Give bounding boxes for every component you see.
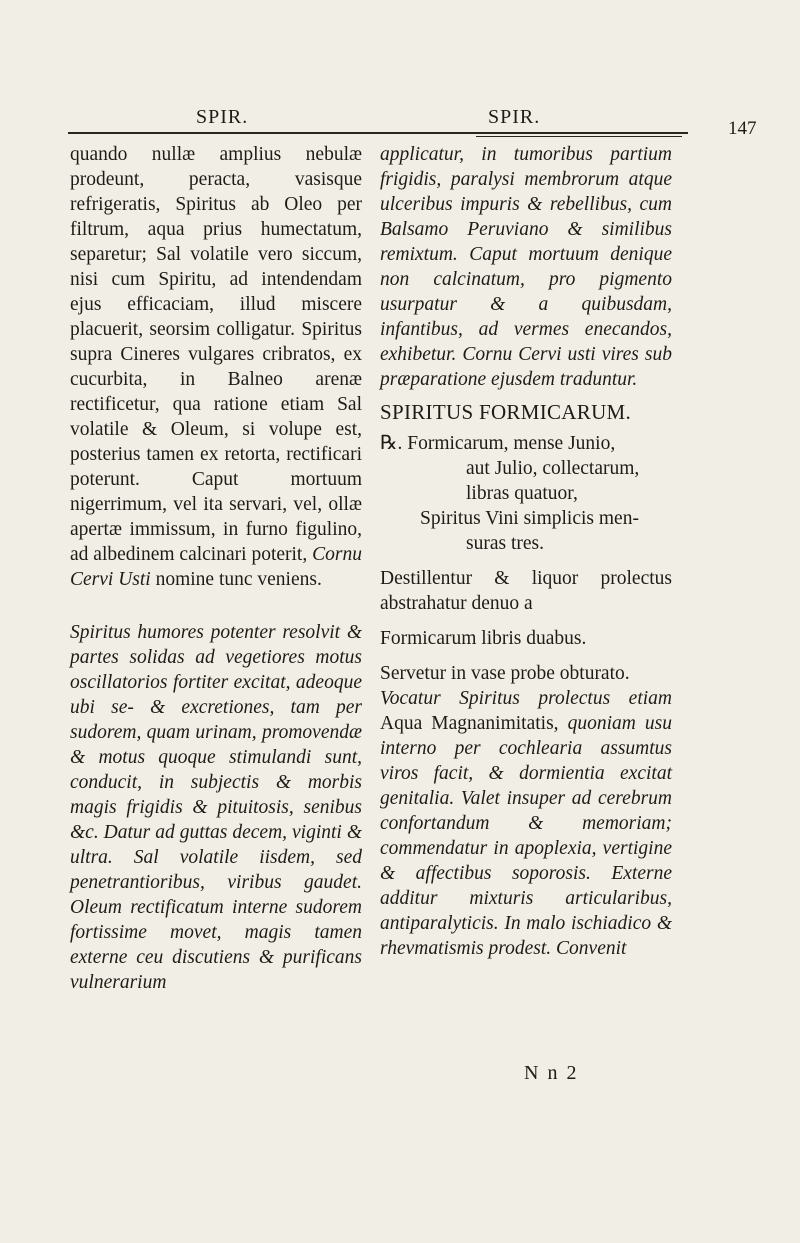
left-paragraph-1 <box>70 142 362 592</box>
recipe-line-4: Spiritus Vini simplicis men- <box>420 508 639 529</box>
left-paragraph-1-end: nomine tunc veniens. <box>155 569 322 590</box>
right-paragraph-vocatur <box>380 686 672 961</box>
right-column <box>380 142 672 961</box>
recipe-line-1 <box>380 431 672 456</box>
instruction-1: Destillentur & liquor prolectus abstrahatur denuo a <box>380 568 672 614</box>
left-paragraph-2: Spiritus humores potenter resolvit & partes solidas ad vegetiores motus oscillatorios fortiter excitat, adeoque ubi se- & excretiones, tam per sudorem, quam urinam, promovendæ & motus quoque stimulandi sunt, conducit, in subjectis & morbis magis frigidis & pituitosis, senibus &c. Datur ad guttas decem, viginti & ultra. Sal volatile iisdem, sed penetrantioribus, viribus gaudet. Oleum rectificatum interne sudorem fortissime movet, magis tamen externe ceu discutiens & purificans vulnerarium <box>70 622 362 993</box>
signature-mark: N n 2 <box>524 1062 579 1084</box>
header-rule <box>68 132 688 134</box>
recipe-block <box>380 431 672 556</box>
vocatur-text-b: Aqua Magnanimitatis, <box>380 713 559 734</box>
recipe-symbol: ℞. <box>380 433 403 454</box>
recipe-line-1-text: Formicarum, mense Junio, <box>407 433 616 454</box>
page-number: 147 <box>728 118 757 139</box>
instruction-2: Formicarum libris duabus. <box>380 628 587 649</box>
right-paragraph-1: applicatur, in tumoribus partium frigidis, paralysi membrorum atque ulceribus impuris & rebellibus, cum Balsamo Peruviano & similibus remixtum. Caput mortuum denique non calcinatum, pro pigmento usurpatur & a quibusdam, infantibus, ad vermes enecandos, exhibetur. Cornu Cervi usti vires sub præparatione ejusdem traduntur. <box>380 144 672 390</box>
running-head-left: SPIR. <box>196 106 249 128</box>
recipe-line-3: libras quatuor, <box>466 483 578 504</box>
vocatur-text-c: quoniam usu interno per cochlearia assumtus viros facit, & dormientia excitat genitalia. Valet insuper ad cerebrum confortandum & memoriam; commendatur in apoplexia, vertigine & affectibus soporosis. Externe additur mixturis articularibus, antiparalyticis. In malo ischiadico & rhevmatismis prodest. Convenit <box>380 713 672 959</box>
recipe-line-5: suras tres. <box>466 533 544 554</box>
left-column <box>70 142 362 995</box>
recipe-line-2: aut Julio, collectarum, <box>466 458 640 479</box>
left-paragraph-1-italic: Cornu Cervi Usti <box>70 544 362 590</box>
spacer <box>380 651 672 661</box>
instruction-3: Servetur in vase probe obturato. <box>380 663 630 684</box>
spacer <box>380 616 672 626</box>
section-heading: SPIRITUS FORMICARUM. <box>380 400 632 424</box>
header-rule-secondary <box>476 136 682 137</box>
running-head-right: SPIR. <box>488 106 541 128</box>
vocatur-text-a: Vocatur Spiritus prolectus etiam <box>380 688 672 709</box>
spacer <box>380 556 672 566</box>
left-paragraph-1-text: quando nullæ amplius nebulæ prodeunt, peracta, vasisque refrigeratis, Spiritus ab Oleo per filtrum, aqua prius humectatum, separetur; Sal volatile vero siccum, nisi cum Spiritu, ad intendendam ejus efficaciam, illud miscere placuerit, seorsim colligatur. Spiritus supra Cineres vulgares cribratos, ex cucurbita, in Balneo arenæ rectificetur, qua ratione etiam Sal volatile & Oleum, si volupe est, posterius tamen ex retorta, rectificari poterunt. Caput mortuum nigerrimum, vel ita servari, vel, ollæ apertæ immissum, in furno figulino, ad albedinem calcinari poterit, <box>70 144 362 565</box>
spacer <box>70 592 362 620</box>
